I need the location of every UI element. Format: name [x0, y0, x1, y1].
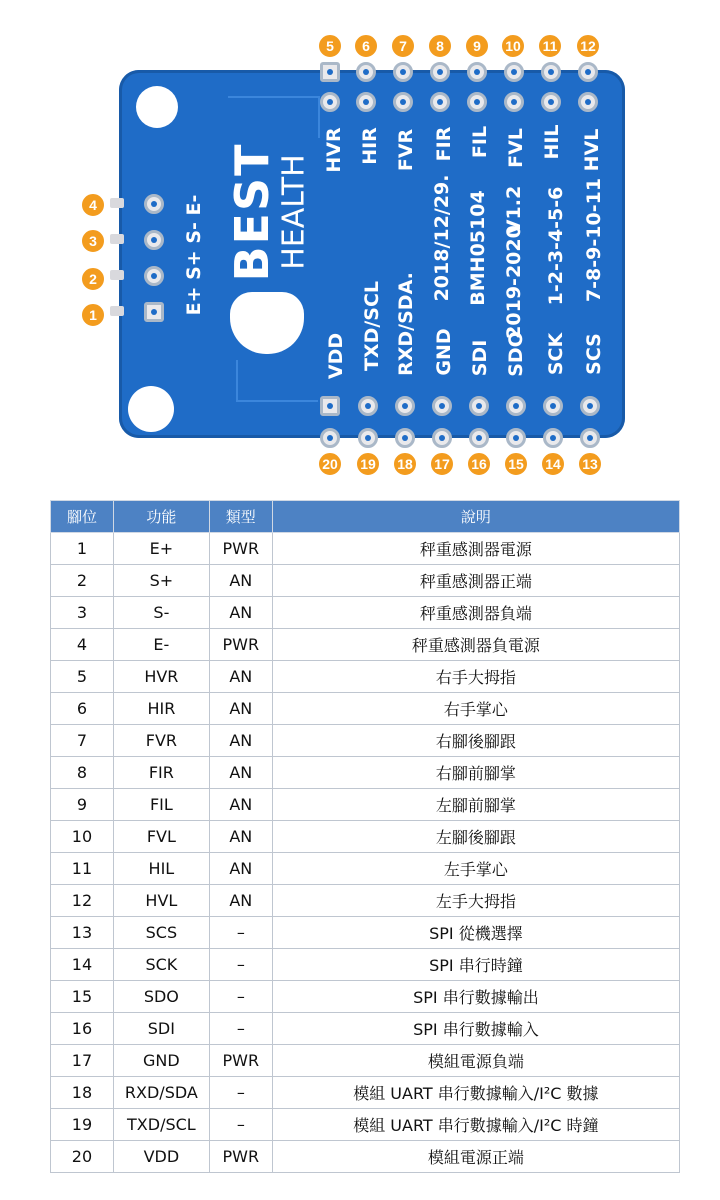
cell-description: 模組 UART 串行數據輸入/I²C 數據: [272, 1077, 679, 1109]
table-row: [51, 565, 680, 597]
pad-bottom-inner: [432, 396, 452, 416]
cell-type: AN: [209, 693, 272, 725]
pad-e-minus: [144, 194, 164, 214]
pad-top: [578, 62, 598, 82]
cell-description: 秤重感測器正端: [272, 565, 679, 597]
cell-type: AN: [209, 725, 272, 757]
pin-badge: 14: [540, 451, 566, 477]
cell-type: PWR: [209, 1045, 272, 1077]
pin-badge: 4: [80, 192, 106, 218]
cell-type: –: [209, 1109, 272, 1141]
table-row: [51, 757, 680, 789]
top-label-fvr: FVR: [395, 128, 417, 172]
table-row: [51, 853, 680, 885]
top-label-fil: FIL: [469, 125, 491, 159]
pad-top: [430, 62, 450, 82]
mounting-hole-bottom: [128, 386, 174, 432]
cell-function: SCS: [113, 917, 209, 949]
pad-bottom-inner: [580, 396, 600, 416]
pad-top-inner: [393, 92, 413, 112]
cell-function: FIL: [113, 789, 209, 821]
bottom-label-txd-scl: TXD/SCL: [361, 280, 383, 372]
cell-function: RXD/SDA: [113, 1077, 209, 1109]
table-row: [51, 885, 680, 917]
pad-top-inner: [578, 92, 598, 112]
cell-function: S-: [113, 597, 209, 629]
header-pin-stub: [110, 306, 124, 316]
cell-pin: 18: [51, 1077, 114, 1109]
pad-top: [393, 62, 413, 82]
cell-function: GND: [113, 1045, 209, 1077]
cell-function: SDO: [113, 981, 209, 1013]
pad-bottom: [395, 428, 415, 448]
pad-bottom: [358, 428, 378, 448]
pad-bottom: [580, 428, 600, 448]
cell-function: E+: [113, 533, 209, 565]
table-row: [51, 533, 680, 565]
cell-pin: 4: [51, 629, 114, 661]
mounting-hole-top: [136, 86, 178, 128]
table-row: [51, 949, 680, 981]
cell-function: FVL: [113, 821, 209, 853]
cell-description: 左腳後腳跟: [272, 821, 679, 853]
table-row: [51, 1013, 680, 1045]
pad-bottom: [320, 428, 340, 448]
date-text: 2018/12/29.: [431, 174, 453, 302]
cell-function: E-: [113, 629, 209, 661]
pad-bottom: [432, 428, 452, 448]
cell-description: 模組電源負端: [272, 1045, 679, 1077]
pin-badge: 16: [466, 451, 492, 477]
pin-badge: 6: [353, 33, 379, 59]
pad-bottom-inner: [506, 396, 526, 416]
cell-function: FIR: [113, 757, 209, 789]
cell-type: AN: [209, 661, 272, 693]
cell-function: SCK: [113, 949, 209, 981]
cell-description: 右手掌心: [272, 693, 679, 725]
cell-type: –: [209, 981, 272, 1013]
pad-s-minus: [144, 230, 164, 250]
table-row: [51, 661, 680, 693]
top-label-fir: FIR: [433, 126, 455, 162]
bottom-label-sck: SCK: [545, 332, 567, 376]
cell-type: AN: [209, 885, 272, 917]
cell-type: PWR: [209, 629, 272, 661]
pin-badge: 13: [577, 451, 603, 477]
cell-description: 模組 UART 串行數據輸入/I²C 時鐘: [272, 1109, 679, 1141]
pad-bottom-inner: [358, 396, 378, 416]
bottom-label-gnd: GND: [433, 328, 455, 376]
cell-pin: 12: [51, 885, 114, 917]
version-text: V1.2: [503, 185, 525, 235]
cell-pin: 2: [51, 565, 114, 597]
top-label-hvr: HVR: [323, 127, 345, 173]
year-text: 2019-2020: [503, 225, 525, 339]
cell-pin: 16: [51, 1013, 114, 1045]
table-row: [51, 597, 680, 629]
cell-type: AN: [209, 565, 272, 597]
cell-type: AN: [209, 757, 272, 789]
table-row: [51, 1141, 680, 1173]
table-row: [51, 629, 680, 661]
pin-badge: 9: [464, 33, 490, 59]
pad-bottom: [543, 428, 563, 448]
bottom-label-rxd-sda: RXD/SDA.: [395, 272, 417, 376]
header-pin-stub: [110, 270, 124, 280]
header-description: 說明: [272, 501, 679, 533]
cell-pin: 3: [51, 597, 114, 629]
cell-description: 秤重感測器負電源: [272, 629, 679, 661]
cell-description: SPI 串行時鐘: [272, 949, 679, 981]
table-row: [51, 1077, 680, 1109]
pad-top-inner: [430, 92, 450, 112]
cell-function: SDI: [113, 1013, 209, 1045]
cell-type: AN: [209, 597, 272, 629]
cell-function: HIL: [113, 853, 209, 885]
cell-pin: 11: [51, 853, 114, 885]
pad-bottom: [469, 428, 489, 448]
cell-pin: 1: [51, 533, 114, 565]
cell-pin: 8: [51, 757, 114, 789]
table-header-row: [51, 501, 680, 533]
cell-type: –: [209, 1013, 272, 1045]
bottom-label-sdo: SDO: [505, 331, 527, 377]
cell-pin: 20: [51, 1141, 114, 1173]
cell-pin: 14: [51, 949, 114, 981]
cell-type: AN: [209, 853, 272, 885]
pcb-photo: [0, 0, 720, 490]
cell-description: 秤重感測器負端: [272, 597, 679, 629]
cell-function: HVR: [113, 661, 209, 693]
cell-description: 模組電源正端: [272, 1141, 679, 1173]
pin-badge: 12: [575, 33, 601, 59]
cell-description: 秤重感測器電源: [272, 533, 679, 565]
cell-pin: 15: [51, 981, 114, 1013]
pin-badge: 11: [537, 33, 563, 59]
pin-badge: 5: [317, 33, 343, 59]
bottom-label-scs: SCS: [583, 333, 605, 375]
pad-top-inner: [541, 92, 561, 112]
pin-table: [50, 500, 680, 1173]
pin-badge: 2: [80, 266, 106, 292]
sequence-text-2: 7-8-9-10-11: [583, 177, 605, 303]
pad-top: [356, 62, 376, 82]
pin-badge: 1: [80, 302, 106, 328]
cell-description: 右腳後腳跟: [272, 725, 679, 757]
pad-top-inner: [320, 92, 340, 112]
table-row: [51, 725, 680, 757]
pad-bottom-inner: [469, 396, 489, 416]
header-type: 類型: [209, 501, 272, 533]
sequence-text-1: 1-2-3-4-5-6: [545, 186, 567, 306]
cell-type: –: [209, 949, 272, 981]
pin-badge: 19: [355, 451, 381, 477]
pad-s-plus: [144, 266, 164, 286]
header-pin-stub: [110, 234, 124, 244]
model-text: BMH05104: [467, 190, 489, 306]
cell-description: SPI 從機選擇: [272, 917, 679, 949]
cell-type: AN: [209, 789, 272, 821]
cell-type: PWR: [209, 533, 272, 565]
pin-badge: 7: [390, 33, 416, 59]
logo-best: BEST: [225, 142, 279, 282]
cell-type: PWR: [209, 1141, 272, 1173]
table-row: [51, 1109, 680, 1141]
table-row: [51, 1045, 680, 1077]
header-pin: 腳位: [51, 501, 114, 533]
pin-badge: 17: [429, 451, 455, 477]
cell-function: S+: [113, 565, 209, 597]
cell-pin: 19: [51, 1109, 114, 1141]
pin-badge: 20: [317, 451, 343, 477]
header-pin-stub: [110, 198, 124, 208]
cell-pin: 17: [51, 1045, 114, 1077]
header-function: 功能: [113, 501, 209, 533]
pin-badge: 10: [500, 33, 526, 59]
pin-badge: 15: [503, 451, 529, 477]
pin-badge: 3: [80, 228, 106, 254]
cell-description: 右手大拇指: [272, 661, 679, 693]
pad-bottom: [506, 428, 526, 448]
table-row: [51, 821, 680, 853]
cell-description: SPI 串行數據輸出: [272, 981, 679, 1013]
pad-top: [320, 62, 340, 82]
pad-top-inner: [356, 92, 376, 112]
cell-description: 右腳前腳掌: [272, 757, 679, 789]
pin-badge: 18: [392, 451, 418, 477]
pad-bottom-inner: [320, 396, 340, 416]
cell-type: –: [209, 1077, 272, 1109]
cell-function: TXD/SCL: [113, 1109, 209, 1141]
table-row: [51, 693, 680, 725]
top-label-hvl: HVL: [581, 128, 603, 172]
pad-top-inner: [467, 92, 487, 112]
pin-badge: 8: [427, 33, 453, 59]
pad-e-plus: [144, 302, 164, 322]
pad-bottom-inner: [395, 396, 415, 416]
pcb-trace: [236, 360, 318, 402]
cell-pin: 10: [51, 821, 114, 853]
cell-pin: 6: [51, 693, 114, 725]
top-label-hir: HIR: [359, 127, 381, 165]
cell-pin: 5: [51, 661, 114, 693]
cell-function: VDD: [113, 1141, 209, 1173]
top-label-fvl: FVL: [505, 128, 527, 168]
pad-top-inner: [504, 92, 524, 112]
pcb-trace: [228, 96, 320, 138]
left-header-label: E+ S+ S- E-: [183, 194, 205, 316]
table-row: [51, 917, 680, 949]
cell-pin: 13: [51, 917, 114, 949]
cell-type: –: [209, 917, 272, 949]
cell-function: FVR: [113, 725, 209, 757]
cell-description: SPI 串行數據輸入: [272, 1013, 679, 1045]
bottom-label-vdd: VDD: [325, 332, 347, 380]
pin-table-body: [51, 533, 680, 1173]
pad-bottom-inner: [543, 396, 563, 416]
cell-pin: 7: [51, 725, 114, 757]
table-row: [51, 981, 680, 1013]
cell-description: 左手大拇指: [272, 885, 679, 917]
cell-function: HVL: [113, 885, 209, 917]
logo-health: HEALTH: [276, 154, 312, 270]
cell-type: AN: [209, 821, 272, 853]
top-label-hil: HIL: [541, 124, 563, 160]
table-row: [51, 789, 680, 821]
pad-top: [541, 62, 561, 82]
cell-pin: 9: [51, 789, 114, 821]
cell-function: HIR: [113, 693, 209, 725]
pad-top: [467, 62, 487, 82]
cell-description: 左手掌心: [272, 853, 679, 885]
bottom-label-sdi: SDI: [469, 339, 491, 377]
pad-top: [504, 62, 524, 82]
cell-description: 左腳前腳掌: [272, 789, 679, 821]
